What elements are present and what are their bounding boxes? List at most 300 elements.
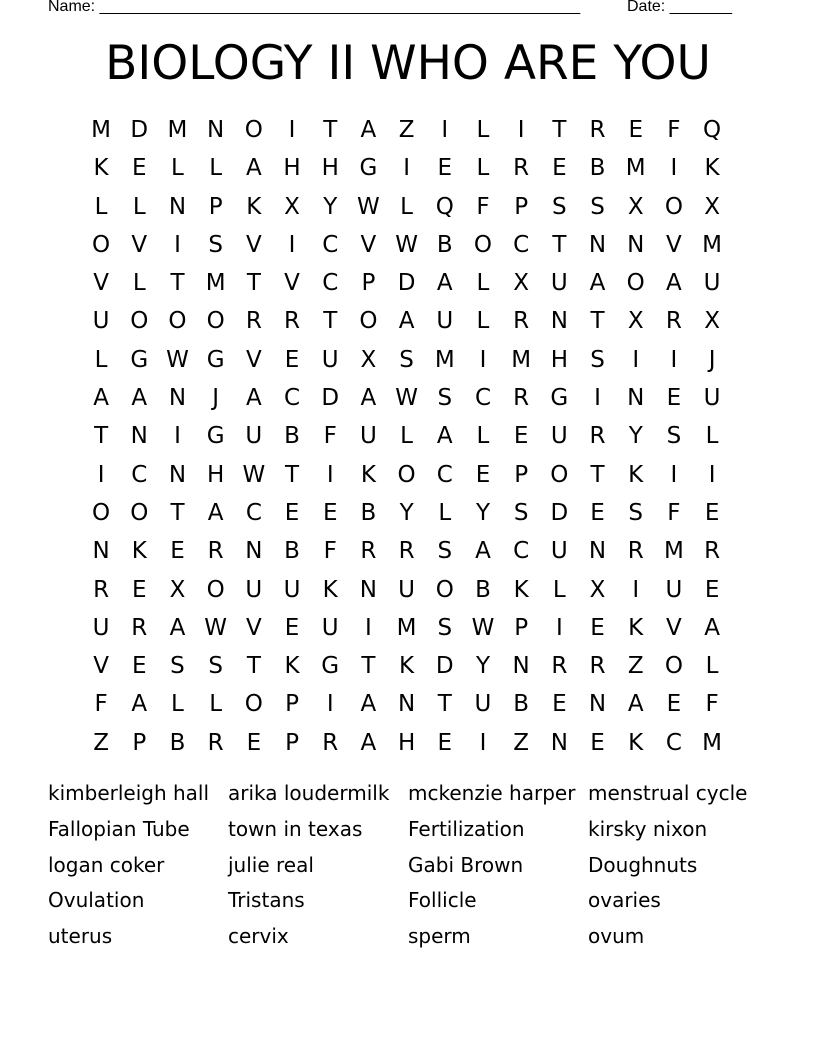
- grid-letter: W: [242, 461, 266, 488]
- grid-letter: R: [589, 653, 606, 680]
- grid-letter: R: [704, 538, 721, 565]
- grid-letter: I: [174, 423, 181, 450]
- grid-letter: E: [666, 385, 682, 412]
- grid-letter: R: [513, 385, 530, 412]
- grid-letter: L: [209, 155, 223, 182]
- grid-letter: V: [666, 231, 682, 258]
- grid-letter: O: [168, 308, 187, 335]
- grid-letter: E: [132, 155, 147, 182]
- grid-letter: E: [475, 461, 491, 488]
- grid-letter: Z: [93, 729, 109, 756]
- grid-letter: W: [357, 193, 380, 220]
- grid-letter: O: [130, 308, 149, 335]
- grid-letter: N: [168, 193, 187, 220]
- grid-letter: I: [708, 461, 716, 488]
- grid-letter: L: [132, 193, 146, 220]
- grid-letter: M: [205, 270, 226, 297]
- grid-letter: X: [627, 308, 644, 335]
- grid-letter: O: [664, 653, 683, 680]
- word-list-item: ovum: [588, 924, 645, 949]
- grid-letter: A: [475, 538, 491, 565]
- grid-letter: N: [130, 423, 148, 450]
- grid-letter: K: [284, 653, 300, 680]
- grid-letter: T: [170, 270, 185, 297]
- grid-letter: C: [322, 231, 339, 258]
- name-field-label: Name: ______________________________________________________: [48, 0, 581, 15]
- grid-letter: A: [245, 385, 262, 412]
- grid-letter: B: [284, 423, 300, 450]
- grid-letter: K: [704, 155, 720, 182]
- date-field-label: Date: _______: [627, 0, 732, 15]
- grid-letter: E: [132, 576, 147, 603]
- grid-letter: N: [588, 538, 607, 565]
- grid-letter: O: [92, 231, 111, 258]
- grid-letter: N: [627, 385, 645, 412]
- grid-letter: D: [130, 117, 149, 143]
- grid-letter: E: [513, 423, 529, 450]
- header: [48, 0, 748, 16]
- grid-letter: N: [588, 231, 607, 258]
- grid-letter: S: [170, 653, 185, 680]
- grid-letter: C: [474, 385, 491, 412]
- grid-letter: R: [513, 155, 530, 182]
- grid-letter: N: [512, 653, 530, 680]
- grid-letter: E: [246, 729, 262, 756]
- grid-letter: C: [322, 270, 339, 297]
- grid-letter: A: [207, 499, 224, 526]
- grid-letter: H: [550, 346, 568, 373]
- grid-letter: I: [479, 729, 487, 756]
- grid-letter: R: [589, 117, 606, 143]
- word-list-item: cervix: [228, 924, 289, 949]
- grid-letter: G: [359, 155, 378, 182]
- grid-letter: I: [288, 117, 296, 143]
- grid-letter: L: [552, 576, 566, 603]
- grid-letter: A: [436, 270, 453, 297]
- grid-letter: S: [437, 614, 453, 641]
- grid-letter: U: [550, 538, 568, 565]
- grid-letter: D: [397, 270, 416, 297]
- grid-letter: T: [170, 499, 185, 526]
- grid-letter: Y: [628, 423, 643, 450]
- grid-letter: I: [441, 117, 449, 143]
- grid-letter: W: [395, 231, 418, 258]
- grid-letter: I: [288, 231, 296, 258]
- grid-letter: E: [284, 499, 300, 526]
- grid-letter: R: [93, 576, 110, 603]
- grid-letter: X: [513, 270, 530, 297]
- grid-letter: U: [321, 346, 339, 373]
- grid-letter: S: [590, 193, 605, 220]
- grid-letter: A: [131, 691, 148, 718]
- grid-letter: A: [436, 423, 453, 450]
- grid-letter: T: [323, 308, 338, 335]
- grid-letter: N: [550, 729, 568, 756]
- grid-letter: P: [514, 461, 529, 488]
- grid-letter: E: [590, 614, 605, 641]
- grid-letter: R: [284, 308, 301, 335]
- grid-letter: X: [169, 576, 186, 603]
- grid-letter: S: [399, 346, 414, 373]
- grid-letter: H: [397, 729, 416, 756]
- grid-letter: K: [399, 653, 415, 680]
- grid-letter: C: [436, 461, 453, 488]
- grid-letter: L: [476, 155, 490, 182]
- grid-letter: N: [207, 117, 225, 143]
- grid-letter: B: [513, 691, 530, 718]
- grid-letter: M: [663, 538, 684, 565]
- grid-letter: S: [437, 538, 453, 565]
- grid-letter: I: [326, 691, 334, 718]
- grid-letter: F: [323, 538, 337, 565]
- grid-letter: T: [246, 270, 261, 297]
- grid-letter: Y: [399, 499, 414, 526]
- grid-letter: E: [437, 155, 453, 182]
- grid-letter: R: [245, 308, 262, 335]
- word-list-item: Follicle: [408, 888, 477, 913]
- grid-letter: B: [169, 729, 186, 756]
- grid-letter: O: [664, 193, 683, 220]
- grid-letter: V: [93, 653, 109, 680]
- grid-letter: B: [436, 231, 453, 258]
- grid-letter: K: [628, 614, 644, 641]
- grid-letter: L: [476, 270, 490, 297]
- grid-letter: N: [92, 538, 110, 565]
- grid-letter: E: [590, 499, 605, 526]
- grid-letter: V: [131, 231, 148, 258]
- grid-letter: F: [323, 423, 337, 450]
- grid-letter: S: [208, 231, 223, 258]
- grid-letter: L: [209, 691, 223, 718]
- grid-letter: L: [438, 499, 452, 526]
- grid-letter: N: [627, 231, 645, 258]
- grid-letter: D: [321, 385, 340, 412]
- grid-letter: O: [626, 270, 645, 297]
- grid-letter: N: [245, 538, 263, 565]
- grid-letter: M: [625, 155, 646, 182]
- grid-letter: R: [589, 423, 606, 450]
- word-list-item: arika loudermilk: [228, 781, 390, 805]
- grid-letter: T: [590, 308, 605, 335]
- grid-letter: D: [550, 499, 569, 526]
- grid-letter: K: [360, 461, 376, 488]
- grid-letter: S: [590, 346, 605, 373]
- grid-letter: V: [360, 231, 377, 258]
- grid-letter: R: [665, 308, 682, 335]
- grid-letter: C: [513, 231, 530, 258]
- grid-letter: Y: [475, 653, 490, 680]
- grid-letter: W: [166, 346, 189, 373]
- grid-letter: T: [437, 691, 452, 718]
- grid-letter: V: [245, 346, 262, 373]
- grid-letter: S: [513, 499, 529, 526]
- grid-letter: X: [589, 576, 606, 603]
- grid-letter: A: [360, 729, 377, 756]
- grid-letter: K: [628, 729, 644, 756]
- grid-letter: V: [284, 270, 300, 297]
- grid-letter: A: [131, 385, 148, 412]
- grid-letter: A: [360, 385, 377, 412]
- grid-letter: T: [552, 231, 567, 258]
- grid-letter: I: [670, 346, 678, 373]
- grid-letter: F: [94, 691, 108, 718]
- grid-letter: S: [628, 499, 644, 526]
- grid-letter: L: [171, 691, 184, 718]
- grid-letter: L: [476, 423, 490, 450]
- grid-letter: K: [93, 155, 109, 182]
- grid-letter: S: [437, 385, 453, 412]
- grid-letter: O: [473, 231, 493, 258]
- grid-letter: W: [204, 614, 228, 641]
- grid-letter: R: [398, 538, 415, 565]
- letter-grid: [82, 111, 731, 762]
- grid-letter: N: [588, 691, 607, 718]
- grid-letter: T: [246, 653, 261, 680]
- grid-letter: M: [702, 729, 723, 756]
- grid-letter: V: [245, 231, 262, 258]
- grid-letter: E: [552, 691, 567, 718]
- grid-letter: U: [550, 423, 568, 450]
- grid-letter: E: [437, 729, 453, 756]
- page-title: BIOLOGY II WHO ARE YOU: [105, 36, 711, 91]
- grid-letter: R: [131, 614, 148, 641]
- word-list-item: Tristans: [228, 888, 305, 913]
- grid-letter: A: [93, 385, 109, 412]
- grid-letter: K: [322, 576, 338, 603]
- grid-letter: I: [632, 346, 640, 373]
- grid-letter: M: [91, 117, 112, 143]
- grid-letter: I: [517, 117, 525, 143]
- word-list-item: menstrual cycle: [588, 781, 748, 805]
- grid-letter: N: [550, 308, 568, 335]
- grid-letter: U: [703, 385, 721, 412]
- word-list-item: ovaries: [588, 888, 661, 913]
- grid-letter: Q: [435, 193, 454, 220]
- grid-letter: Z: [513, 729, 530, 756]
- grid-letter: L: [476, 308, 490, 335]
- grid-letter: C: [284, 385, 301, 412]
- grid-letter: U: [436, 308, 454, 335]
- grid-letter: K: [246, 193, 262, 220]
- grid-letter: C: [131, 461, 148, 488]
- grid-letter: E: [590, 729, 605, 756]
- word-list-item: uterus: [48, 924, 113, 949]
- grid-letter: L: [476, 117, 490, 143]
- grid-letter: L: [400, 423, 413, 450]
- grid-letter: E: [704, 499, 720, 526]
- grid-letter: O: [244, 691, 263, 718]
- grid-letter: I: [479, 346, 487, 373]
- grid-letter: N: [359, 576, 378, 603]
- grid-letter: K: [513, 576, 529, 603]
- grid-letter: P: [132, 729, 147, 756]
- grid-letter: X: [704, 308, 720, 335]
- grid-letter: E: [322, 499, 338, 526]
- grid-letter: I: [326, 461, 334, 488]
- grid-letter: L: [400, 193, 413, 220]
- grid-letter: T: [94, 423, 109, 450]
- grid-letter: E: [552, 155, 567, 182]
- grid-letter: P: [514, 614, 529, 641]
- grid-letter: X: [360, 346, 377, 373]
- grid-letter: O: [244, 117, 263, 143]
- grid-letter: M: [702, 231, 723, 258]
- grid-letter: P: [208, 193, 223, 220]
- grid-letter: K: [628, 461, 644, 488]
- grid-letter: T: [590, 461, 605, 488]
- grid-letter: Z: [398, 117, 415, 143]
- grid-letter: I: [632, 576, 640, 603]
- grid-letter: L: [94, 346, 108, 373]
- grid-letter: G: [206, 346, 225, 373]
- grid-letter: L: [171, 155, 184, 182]
- grid-letter: U: [92, 308, 110, 335]
- grid-letter: U: [283, 576, 301, 603]
- grid-letter: E: [284, 614, 300, 641]
- grid-letter: U: [398, 576, 416, 603]
- grid-letter: P: [361, 270, 376, 297]
- word-list-item: Doughnuts: [588, 852, 698, 877]
- grid-letter: G: [321, 653, 340, 680]
- grid-letter: A: [398, 308, 415, 335]
- grid-letter: C: [245, 499, 262, 526]
- grid-letter: L: [705, 423, 719, 450]
- grid-letter: F: [667, 499, 681, 526]
- grid-letter: C: [513, 538, 530, 565]
- word-list: [48, 776, 768, 955]
- grid-letter: T: [361, 653, 376, 680]
- grid-letter: T: [323, 117, 338, 143]
- word-list-item: kimberleigh hall: [48, 781, 210, 805]
- grid-letter: F: [705, 691, 719, 718]
- grid-letter: V: [93, 270, 109, 297]
- grid-letter: U: [245, 576, 263, 603]
- grid-letter: H: [321, 155, 339, 182]
- word-list-item: Fallopian Tube: [48, 816, 190, 841]
- grid-letter: A: [589, 270, 606, 297]
- grid-letter: O: [435, 576, 454, 603]
- grid-letter: O: [397, 461, 416, 488]
- grid-letter: R: [207, 538, 224, 565]
- grid-letter: O: [92, 499, 111, 526]
- grid-letter: O: [550, 461, 569, 488]
- grid-letter: G: [206, 423, 225, 450]
- word-list-item: logan coker: [48, 852, 165, 877]
- grid-letter: I: [670, 461, 678, 488]
- grid-letter: A: [360, 117, 377, 143]
- grid-letter: J: [708, 346, 716, 373]
- grid-letter: L: [132, 270, 146, 297]
- grid-letter: Q: [703, 117, 722, 143]
- grid-letter: R: [551, 653, 568, 680]
- grid-letter: M: [511, 346, 532, 373]
- grid-letter: S: [208, 653, 223, 680]
- grid-letter: F: [476, 193, 490, 220]
- grid-letter: O: [359, 308, 378, 335]
- word-list-item: Fertilization: [408, 816, 525, 841]
- word-list-item: julie real: [228, 852, 314, 877]
- grid-letter: P: [285, 729, 299, 756]
- grid-letter: U: [359, 423, 377, 450]
- grid-letter: B: [475, 576, 491, 603]
- grid-letter: O: [206, 308, 225, 335]
- grid-letter: R: [207, 729, 224, 756]
- grid-letter: E: [666, 691, 682, 718]
- grid-letter: H: [207, 461, 225, 488]
- grid-letter: V: [245, 614, 262, 641]
- grid-letter: R: [322, 729, 339, 756]
- grid-letter: U: [245, 423, 263, 450]
- grid-letter: Z: [627, 653, 644, 680]
- grid-letter: O: [130, 499, 149, 526]
- grid-letter: A: [245, 155, 262, 182]
- grid-letter: R: [513, 308, 530, 335]
- grid-letter: B: [589, 155, 606, 182]
- grid-letter: I: [594, 385, 601, 412]
- grid-letter: W: [395, 385, 418, 412]
- grid-letter: A: [169, 614, 186, 641]
- grid-letter: U: [550, 270, 568, 297]
- grid-letter: R: [360, 538, 377, 565]
- grid-letter: E: [170, 538, 185, 565]
- grid-letter: X: [627, 193, 644, 220]
- grid-letter: R: [627, 538, 644, 565]
- grid-letter: U: [703, 270, 721, 297]
- grid-letter: X: [704, 193, 720, 220]
- grid-letter: L: [94, 193, 108, 220]
- grid-letter: V: [666, 614, 682, 641]
- grid-letter: E: [284, 346, 300, 373]
- grid-letter: M: [434, 346, 455, 373]
- grid-letter: T: [552, 117, 567, 143]
- grid-letter: X: [284, 193, 300, 220]
- grid-letter: H: [283, 155, 301, 182]
- word-list-item: Gabi Brown: [408, 852, 524, 877]
- grid-letter: I: [97, 461, 105, 488]
- grid-letter: I: [365, 614, 372, 641]
- grid-letter: E: [628, 117, 643, 143]
- grid-letter: M: [167, 117, 188, 143]
- grid-letter: L: [705, 653, 719, 680]
- grid-letter: K: [131, 538, 147, 565]
- grid-letter: I: [555, 614, 563, 641]
- grid-letter: U: [92, 614, 110, 641]
- grid-letter: I: [670, 155, 678, 182]
- grid-letter: B: [360, 499, 377, 526]
- grid-letter: A: [360, 691, 377, 718]
- grid-letter: A: [704, 614, 720, 641]
- grid-letter: O: [206, 576, 225, 603]
- grid-letter: S: [552, 193, 567, 220]
- grid-letter: I: [174, 231, 181, 258]
- grid-letter: E: [132, 653, 147, 680]
- word-list-item: sperm: [408, 924, 471, 949]
- grid-letter: C: [665, 729, 682, 756]
- grid-letter: E: [704, 576, 720, 603]
- grid-letter: P: [285, 691, 299, 718]
- grid-letter: W: [471, 614, 495, 641]
- word-list-item: Ovulation: [48, 888, 145, 913]
- grid-letter: F: [667, 117, 681, 143]
- grid-letter: N: [168, 461, 187, 488]
- grid-letter: S: [666, 423, 682, 450]
- word-list-item: town in texas: [228, 816, 363, 841]
- grid-letter: U: [665, 576, 683, 603]
- word-list-item: kirsky nixon: [588, 816, 708, 841]
- word-list-item: mckenzie harper: [408, 781, 576, 805]
- grid-letter: G: [130, 346, 149, 373]
- grid-letter: N: [397, 691, 416, 718]
